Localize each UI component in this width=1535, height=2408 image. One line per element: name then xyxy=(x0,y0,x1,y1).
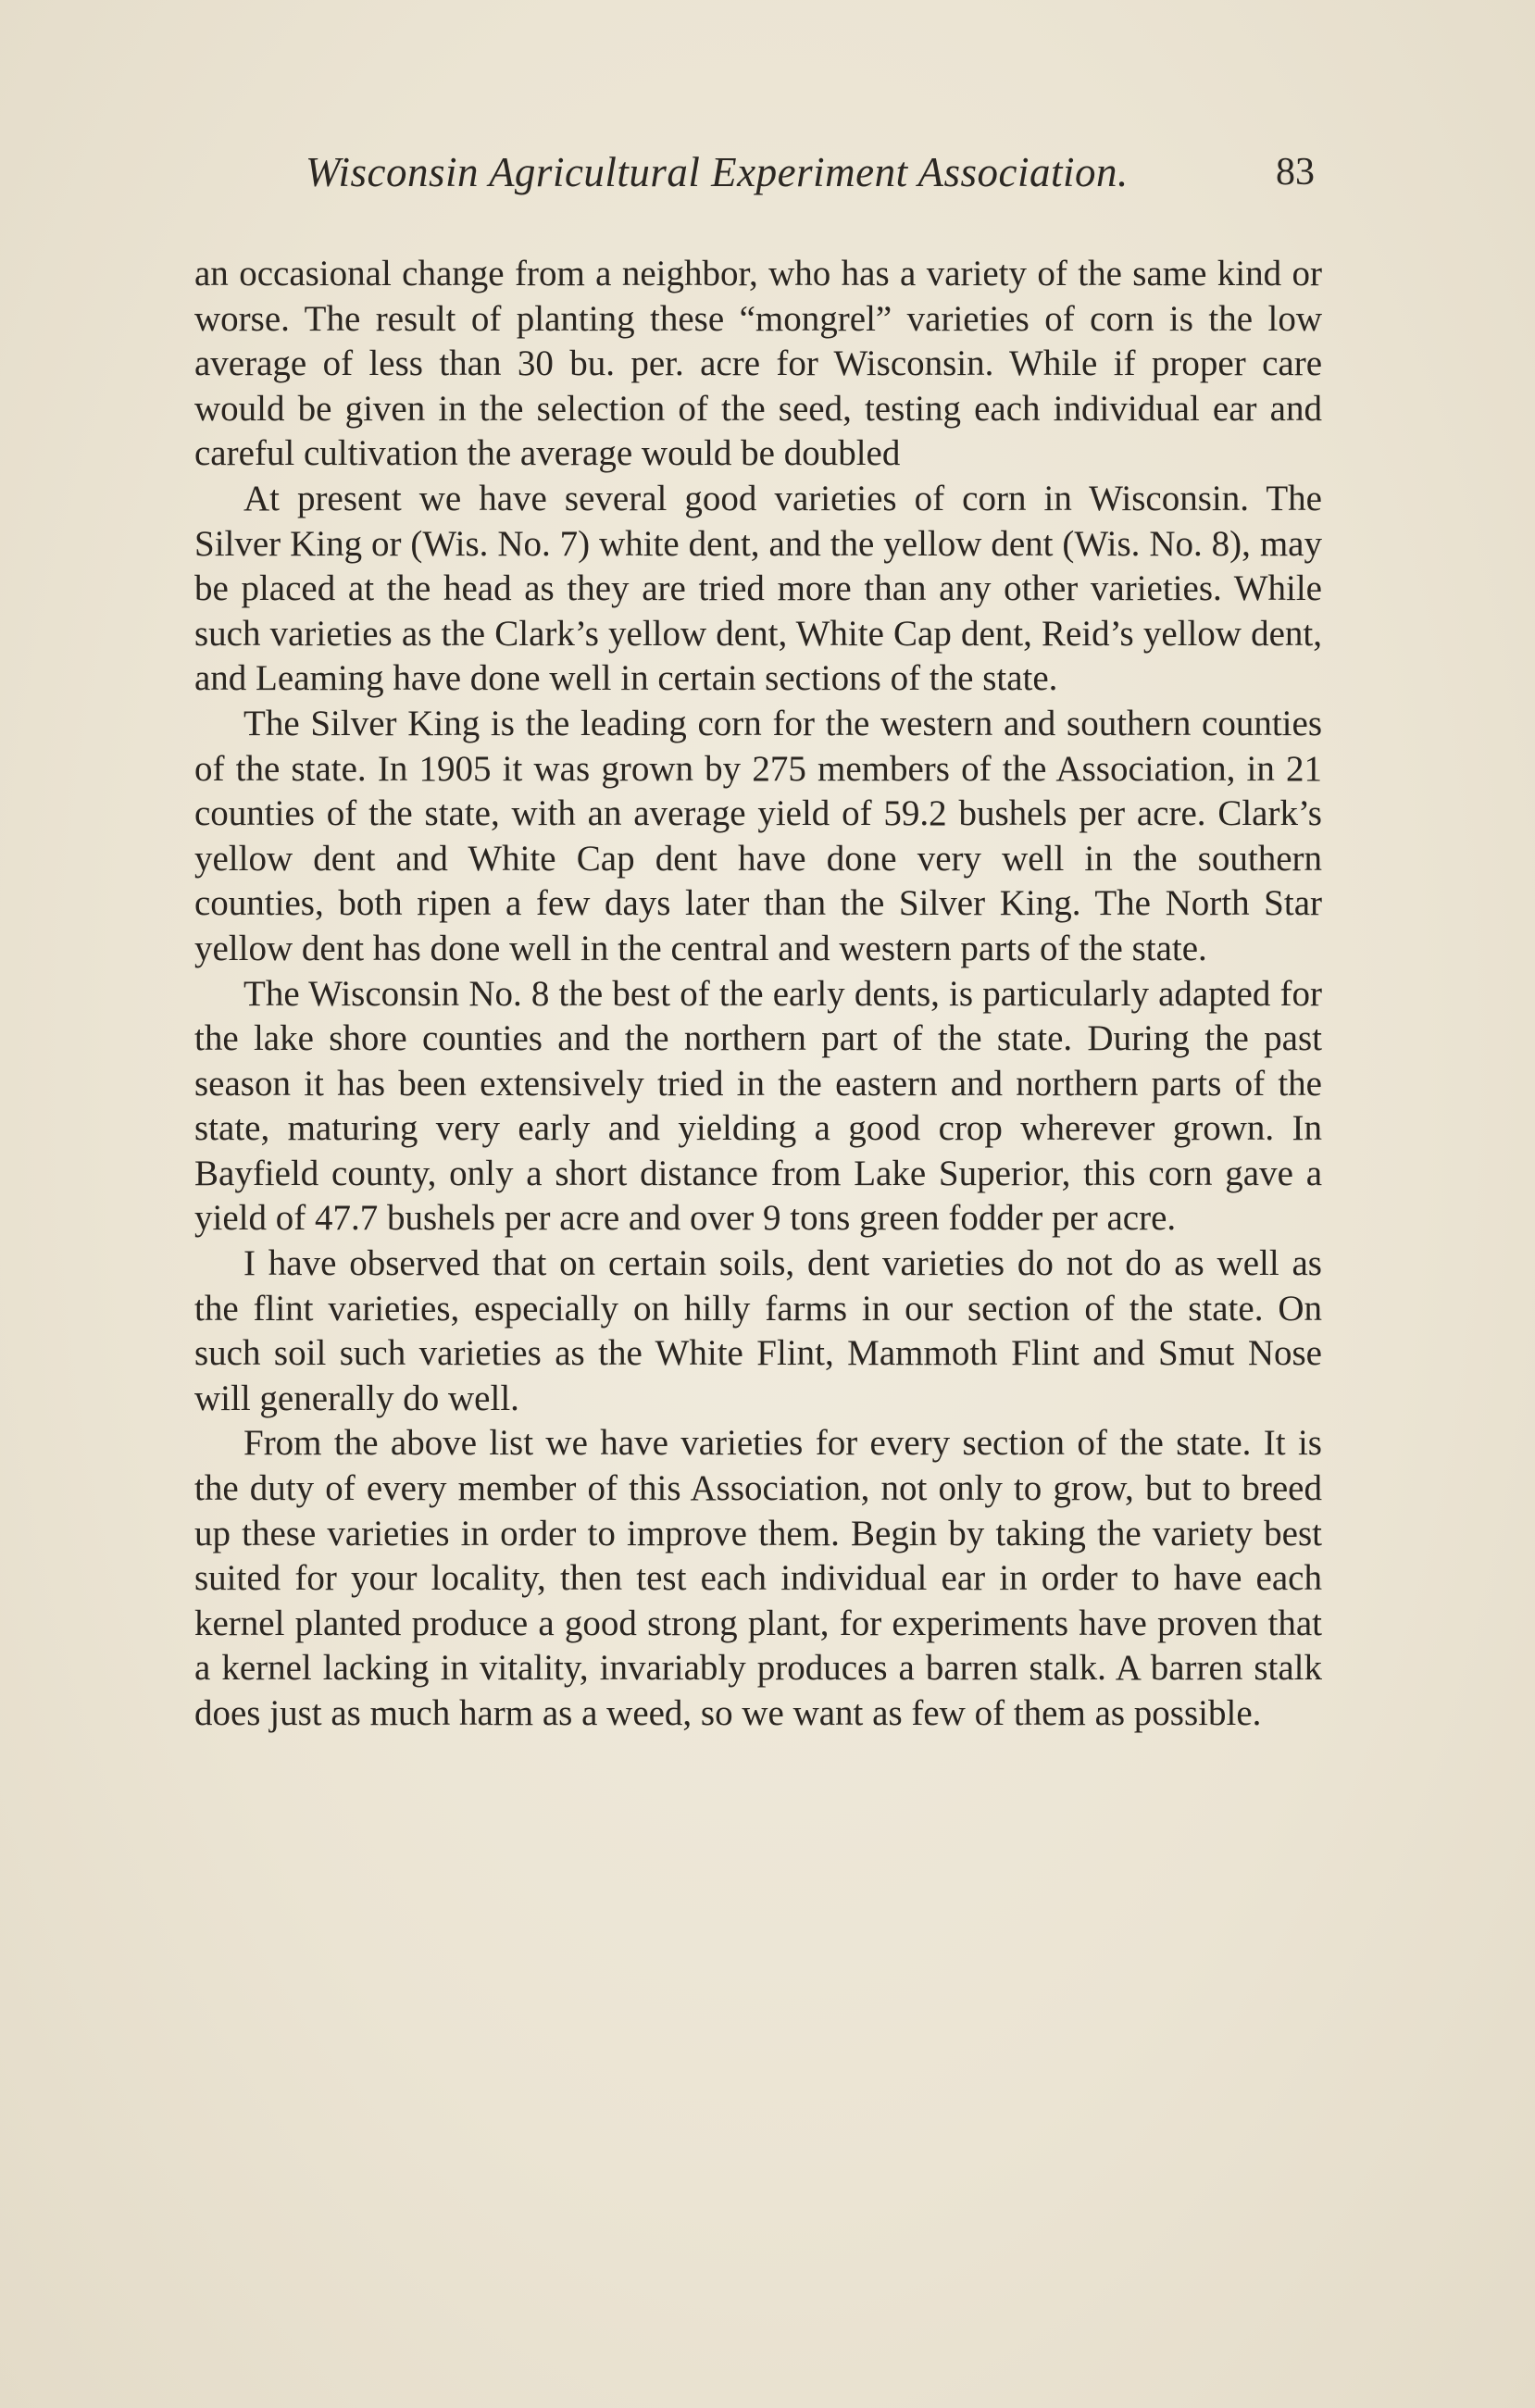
paragraph-breeding: From the above list we have varieties for every section of the state. It is the duty of every member of this Association, not only to grow, but to breed up these varieties in order to improve them. Begin by taking the variety best suited for your locality, then test each individual ear in order to have each kernel planted produce a good strong plant, for experiments have proven that a kernel lacking in vitality, invariably produces a barren stalk. A barren stalk does just as much harm as a weed, so we want as few of them as possible. xyxy=(194,1423,1322,1733)
paragraph-varieties: At present we have several good varieties of corn in Wisconsin. The Silver King or (Wis. No. 7) white dent, and the yellow dent (Wis. No. 8), may be placed at the head as they are tried more than any other varieties. While such varieties as the Clark’s yellow dent, White Cap dent, Reid’s yellow dent, and Leaming have done well in certain sections of the state. xyxy=(194,478,1322,699)
paragraph-flint-varieties: I have observed that on certain soils, dent varieties do not do as well as the flint varieties, especially on hilly farms in our section of the state. On such soil such varieties as the White Flint, Mammoth Flint and Smut Nose will generally do well. xyxy=(194,1243,1322,1418)
page-number: 83 xyxy=(1276,151,1315,193)
paragraph-silver-king: The Silver King is the leading corn for the western and southern counties of the state. In 1905 it was grown by 275 members of the Association, in 21 counties of the state, with an average yield of 59.2 bushels per acre. Clark’s yellow dent and White Cap dent have done very well in the southern counties, both ripen a few days later than the Silver King. The North Star yellow dent has done well in the central and western parts of the state. xyxy=(194,703,1322,968)
body-text xyxy=(194,252,1322,1737)
running-head xyxy=(306,148,1315,222)
paragraph-wisconsin-no-8: The Wisconsin No. 8 the best of the early dents, is particularly adapted for the lake shore counties and the northern part of the state. During the past season it has been extensively tried in the eastern and northern parts of the state, maturing very early and yielding a good crop wherever grown. In Bayfield county, only a short distance from Lake Superior, this corn gave a yield of 47.7 bushels per acre and over 9 tons green fodder per acre. xyxy=(194,973,1322,1239)
paragraph-continuation: an occasional change from a neighbor, who has a variety of the same kind or worse. The result of planting these “mongrel” varieties of corn is the low average of less than 30 bu. per. acre for Wisconsin. While if proper care would be given in the selection of the seed, testing each individual ear and careful cultivation the average would be doubled xyxy=(194,254,1322,474)
running-title: Wisconsin Agricultural Experiment Association. xyxy=(306,149,1129,195)
